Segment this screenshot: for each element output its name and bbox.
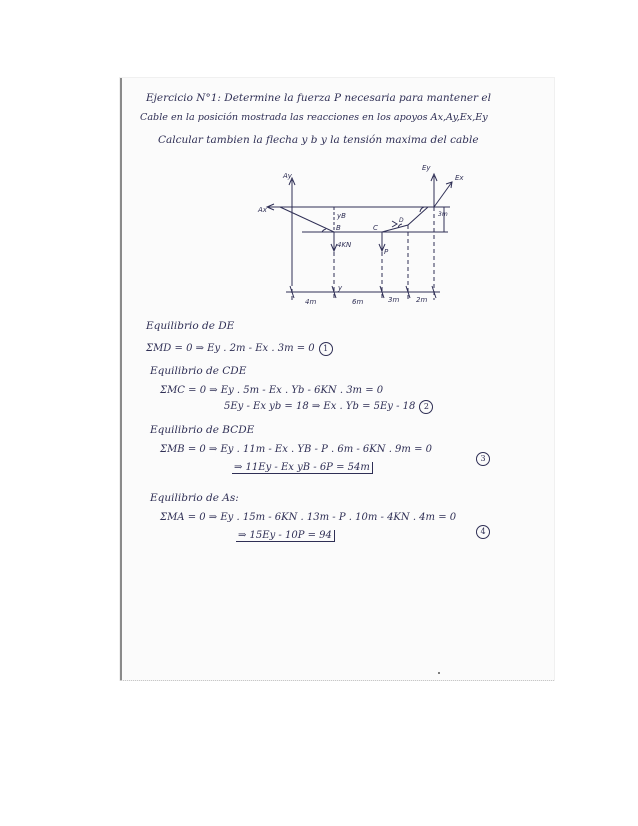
dim-6m: 6m (352, 298, 364, 306)
section-1-header: Equilibrio de DE (146, 320, 235, 332)
dim-4m: 4m (305, 298, 317, 306)
label-D: D (399, 217, 404, 224)
section-4-number-wrap (472, 525, 490, 539)
section-1-eq-1 (146, 342, 333, 356)
label-C: C (373, 224, 378, 232)
section-4-eq-2 (236, 530, 335, 541)
problem-line-2: Cable en la posición mostrada las reacciones en los apoyos Ax,Ay,Ex,Ey (140, 112, 488, 123)
problem-line-1: Ejercicio N°1: Determine la fuerza P necesaria para mantener el (146, 92, 491, 104)
label-yB: yB (337, 212, 346, 220)
section-3-eq-1: ΣMB = 0 ⇒ Ey . 11m - Ex . YB - P . 6m - 6KN . 9m = 0 (160, 444, 432, 455)
paper-speck (438, 672, 440, 674)
section-2-header: Equilibrio de CDE (150, 365, 247, 377)
label-Ax: Ax (258, 206, 267, 214)
label-Ex: Ex (455, 174, 464, 182)
label-3m: 3m (438, 211, 448, 218)
section-3-header: Equilibrio de BCDE (150, 424, 255, 436)
section-4-eq-1: ΣMA = 0 ⇒ Ey . 15m - 6KN . 13m - P . 10m - 4KN . 4m = 0 (160, 512, 457, 523)
label-B: B (336, 224, 341, 232)
equation-number-4: 4 (476, 525, 490, 539)
label-yd: y (338, 284, 343, 292)
label-P: P (384, 248, 389, 256)
equation-number-2: 2 (419, 400, 433, 414)
dim-3m: 3m (388, 296, 400, 304)
section-3-eq-2 (232, 462, 373, 473)
section-2-eq-1: ΣMC = 0 ⇒ Ey . 5m - Ex . Yb - 6KN . 3m = 0 (160, 385, 384, 396)
section-4-header: Equilibrio de As: (150, 492, 239, 504)
problem-line-3: Calcular tambien la flecha y b y la tensión maxima del cable (158, 134, 479, 146)
section-2-eq-2-text: 5Ey - Ex yb = 18 ⇒ Ex . Yb = 5Ey - 18 (224, 401, 416, 412)
section-3-number-wrap (472, 452, 490, 466)
section-4-eq-2-text: ⇒ 15Ey - 10P = 94 (236, 530, 335, 542)
section-2-eq-2 (224, 400, 433, 414)
section-3-eq-2-text: ⇒ 11Ey - Ex yB - 6P = 54m (232, 462, 373, 474)
dim-2m: 2m (416, 296, 428, 304)
label-Ay: Ay (283, 172, 292, 180)
section-1-eq-1-text: ΣMD = 0 ⇒ Ey . 2m - Ex . 3m = 0 (146, 343, 315, 354)
label-Ey: Ey (422, 164, 431, 172)
label-4kn: 4KN (337, 241, 352, 249)
equation-number-1: 1 (319, 342, 333, 356)
equation-number-3: 3 (476, 452, 490, 466)
